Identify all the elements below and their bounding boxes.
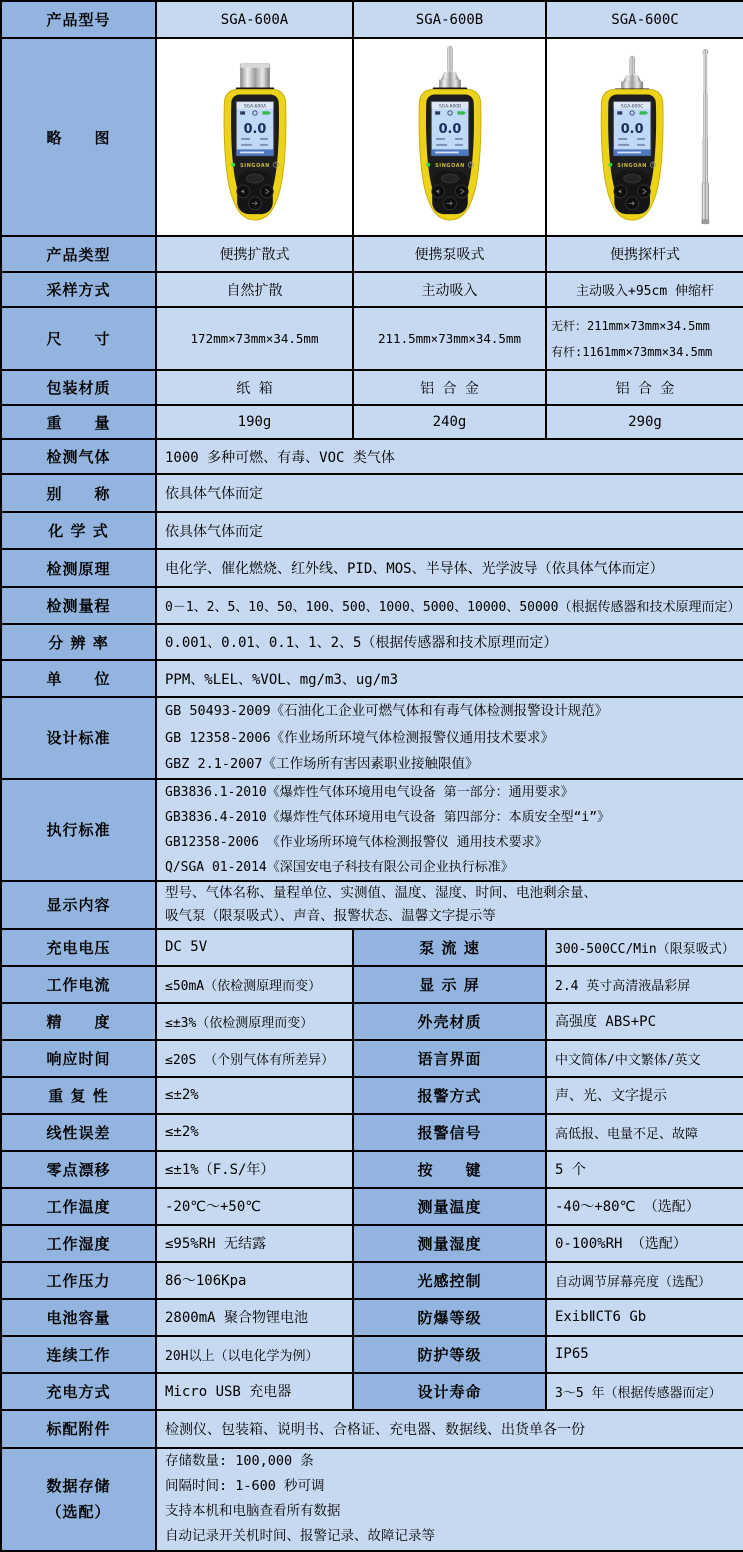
repeatability-value: ≤±2% [156, 1077, 353, 1114]
response-time-value: ≤20S （个别气体有所差异） [156, 1040, 353, 1077]
accuracy-label: 精 度 [1, 1003, 156, 1040]
data-storage-line: 存储数量: 100,000 条 [165, 1453, 314, 1469]
working-pressure-value: 86～106Kpa [156, 1262, 353, 1299]
weight-label: 重 量 [1, 405, 156, 439]
continuous-work-label: 连续工作 [1, 1336, 156, 1373]
product-type-a: 便携扩散式 [156, 236, 353, 272]
row-repeatability [1, 1077, 743, 1114]
weight-a: 190g [156, 405, 353, 439]
working-pressure-label: 工作压力 [1, 1262, 156, 1299]
row-working-temperature [1, 1188, 743, 1225]
battery-icon [457, 111, 464, 114]
pump-flow-value: 300-500CC/Min（限泵吸式） [546, 929, 743, 966]
speaker-icon [240, 111, 245, 114]
formula-value: 依具体气体而定 [156, 512, 743, 549]
packaging-a: 纸 箱 [156, 370, 353, 405]
sampling-b: 主动吸入 [353, 272, 546, 307]
device-screen [236, 101, 274, 155]
device-screen [613, 101, 651, 155]
working-current-value: ≤50mA（依检测原理而变） [156, 966, 353, 1003]
data-storage-value [156, 1448, 743, 1551]
row-working-humidity [1, 1225, 743, 1262]
range-value: 0－1、2、5、10、50、100、500、1000、5000、10000、50000（根据传感器和技术原理而定） [156, 587, 743, 624]
continuous-work-value: 20H以上（以电化学为例） [156, 1336, 353, 1373]
linearity-error-value: ≤±2% [156, 1114, 353, 1151]
brand-text: SINGOAN [617, 163, 648, 170]
gases-label: 检测气体 [1, 439, 156, 474]
display-content-label: 显示内容 [1, 881, 156, 929]
weight-c: 290g [546, 405, 743, 439]
measure-humidity-label: 测量湿度 [353, 1225, 546, 1262]
principle-label: 检测原理 [1, 549, 156, 587]
sampling-c: 主动吸入+95cm 伸缩杆 [546, 272, 743, 307]
packaging-label: 包装材质 [1, 370, 156, 405]
battery-icon [262, 111, 269, 114]
response-time-label: 响应时间 [1, 1040, 156, 1077]
zero-drift-label: 零点漂移 [1, 1151, 156, 1188]
formula-label: 化 学 式 [1, 512, 156, 549]
row-sketch [1, 38, 743, 236]
data-storage-line: 间隔时间: 1-600 秒可调 [165, 1478, 325, 1494]
unit-value: PPM、%LEL、%VOL、mg/m3、ug/m3 [156, 660, 743, 697]
sampling-a: 自然扩散 [156, 272, 353, 307]
row-zero-drift [1, 1151, 743, 1188]
design-standard-value [156, 697, 743, 779]
power-led [426, 163, 430, 167]
sampling-label: 采样方式 [1, 272, 156, 307]
sketch-row-label: 略 图 [1, 38, 156, 236]
pump-flow-label: 泵 流 速 [353, 929, 546, 966]
display-screen-label: 显 示 屏 [353, 966, 546, 1003]
dimensions-label: 尺 寸 [1, 307, 156, 370]
display-content-value [156, 881, 743, 929]
right-button [260, 185, 273, 198]
protection-rating-value: IP65 [546, 1336, 743, 1373]
execution-standard-value [156, 779, 743, 881]
row-weight [1, 405, 743, 439]
packaging-b: 铝 合 金 [353, 370, 546, 405]
alarm-signal-label: 报警信号 [353, 1114, 546, 1151]
product-image-cell-b [353, 38, 546, 236]
battery-capacity-label: 电池容量 [1, 1299, 156, 1336]
working-humidity-label: 工作湿度 [1, 1225, 156, 1262]
alarm-mode-value: 声、光、文字提示 [546, 1077, 743, 1114]
execution-standard-line: Q/SGA 01-2014《深国安电子科技有限公司企业执行标准》 [165, 859, 514, 875]
gases-value: 1000 多种可燃、有毒、VOC 类气体 [156, 439, 743, 474]
telescopic-rod-icon [701, 49, 709, 224]
product-image-cell-c [546, 38, 743, 236]
row-detection-range [1, 587, 743, 624]
row-continuous-work [1, 1336, 743, 1373]
row-dimensions [1, 307, 743, 370]
product-image-cell-a [156, 38, 353, 236]
measure-temperature-label: 测量温度 [353, 1188, 546, 1225]
row-response-time [1, 1040, 743, 1077]
execution-standard-line: GB3836.4-2010《爆炸性气体环境用电气设备 第四部分：本质安全型“i”》 [165, 809, 611, 825]
row-accessories [1, 1410, 743, 1448]
alias-value: 依具体气体而定 [156, 474, 743, 512]
screen-title: SGA-600A [243, 104, 266, 110]
accuracy-value: ≤±3%（依检测原理而变） [156, 1003, 353, 1040]
execution-standard-line: GB12358-2006 《作业场所环境气体检测报警仪 通用技术要求》 [165, 834, 548, 850]
alias-label: 别 称 [1, 474, 156, 512]
row-product-type [1, 236, 743, 272]
data-storage-line: 自动记录开关机时间、报警记录、故障记录等 [165, 1528, 435, 1544]
design-standard-line: GBZ 2.1-2007《工作场所有害因素职业接触限值》 [165, 756, 479, 772]
working-temperature-value: -20℃～+50℃ [156, 1188, 353, 1225]
light-sensor-label: 光感控制 [353, 1262, 546, 1299]
alarm-mode-label: 报警方式 [353, 1077, 546, 1114]
dimensions-c-line1: 无杆：211mm×73mm×34.5mm [551, 318, 710, 333]
dimensions-c [546, 307, 743, 370]
screen-reading: 0.0 [243, 122, 266, 138]
row-linearity-error [1, 1114, 743, 1151]
zero-drift-value: ≤±1%（F.S/年） [156, 1151, 353, 1188]
row-model [1, 1, 743, 38]
working-humidity-value: ≤95%RH 无结露 [156, 1225, 353, 1262]
row-charging-method [1, 1373, 743, 1410]
light-sensor-value: 自动调节屏幕亮度（选配） [546, 1262, 743, 1299]
buttons-label: 按 键 [353, 1151, 546, 1188]
design-standard-label: 设计标准 [1, 697, 156, 779]
pump-probe-icon [439, 46, 461, 90]
row-accuracy [1, 1003, 743, 1040]
execution-standard-label: 执行标准 [1, 779, 156, 881]
device-image-sga-600a [180, 44, 330, 230]
model-c: SGA-600C [546, 1, 743, 38]
row-unit [1, 660, 743, 697]
buttons-value: 5 个 [546, 1151, 743, 1188]
row-data-storage [1, 1448, 743, 1551]
pump-probe-icon [621, 56, 643, 91]
sensor-cap-icon [240, 64, 270, 90]
resolution-value: 0.001、0.01、0.1、1、2、5（根据传感器和技术原理而定） [156, 624, 743, 660]
language-value: 中文简体/中文繁体/英文 [546, 1040, 743, 1077]
battery-icon [640, 111, 647, 114]
display-content-line: 吸气泵（限泵吸式）、声音、报警状态、温馨文字提示等 [165, 907, 496, 924]
resolution-label: 分 辨 率 [1, 624, 156, 660]
screen-reading: 0.0 [438, 122, 461, 138]
housing-material-label: 外壳材质 [353, 1003, 546, 1040]
packaging-c: 铝 合 金 [546, 370, 743, 405]
repeatability-label: 重 复 性 [1, 1077, 156, 1114]
model-row-label: 产品型号 [1, 1, 156, 38]
display-screen-value: 2.4 英寸高清液晶彩屏 [546, 966, 743, 1003]
accessories-value: 检测仪、包装箱、说明书、合格证、充电器、数据线、出货单各一份 [156, 1410, 743, 1448]
button-cluster [614, 171, 651, 215]
row-design-standard [1, 697, 743, 779]
dimensions-b: 211.5mm×73mm×34.5mm [353, 307, 546, 370]
design-life-value: 3～5 年（根据传感器而定） [546, 1373, 743, 1410]
speaker-icon [435, 111, 440, 114]
charging-voltage-label: 充电电压 [1, 929, 156, 966]
unit-label: 单 位 [1, 660, 156, 697]
row-alias [1, 474, 743, 512]
row-execution-standard [1, 779, 743, 881]
menu-button [246, 174, 263, 183]
explosion-proof-label: 防爆等级 [353, 1299, 546, 1336]
row-gases [1, 439, 743, 474]
device-screen [431, 101, 469, 155]
row-chemical-formula [1, 512, 743, 549]
row-charging-voltage [1, 929, 743, 966]
weight-b: 240g [353, 405, 546, 439]
product-type-c: 便携探杆式 [546, 236, 743, 272]
working-current-label: 工作电流 [1, 966, 156, 1003]
device-image-sga-600b [375, 44, 525, 230]
principle-value: 电化学、催化燃烧、红外线、PID、MOS、半导体、光学波导（依具体气体而定） [156, 549, 743, 587]
housing-material-value: 高强度 ABS+PC [546, 1003, 743, 1040]
row-detection-principle [1, 549, 743, 587]
battery-capacity-value: 2800mA 聚合物锂电池 [156, 1299, 353, 1336]
button-cluster [236, 171, 273, 215]
design-life-label: 设计寿命 [353, 1373, 546, 1410]
data-storage-label-line2: （选配） [46, 1503, 111, 1521]
charging-method-label: 充电方式 [1, 1373, 156, 1410]
measure-temperature-value: -40～+80℃ （选配） [546, 1188, 743, 1225]
dimensions-c-line2: 有杆:1161mm×73mm×34.5mm [551, 344, 713, 359]
brand-text: SINGOAN [434, 163, 465, 170]
screen-title: SGA-600B [438, 104, 461, 110]
model-a: SGA-600A [156, 1, 353, 38]
design-standard-line: GB 50493-2009《石油化工企业可燃气体和有毒气体检测报警设计规范》 [165, 703, 609, 719]
protection-rating-label: 防护等级 [353, 1336, 546, 1373]
range-label: 检测量程 [1, 587, 156, 624]
screen-title: SGA-600C [620, 104, 644, 110]
data-storage-label-line1: 数据存储 [46, 1477, 111, 1495]
model-b: SGA-600B [353, 1, 546, 38]
menu-button [624, 174, 641, 183]
explosion-proof-value: ExibⅡCT6 Gb [546, 1299, 743, 1336]
execution-standard-line: GB3836.1-2010《爆炸性气体环境用电气设备 第一部分：通用要求》 [165, 784, 574, 800]
language-label: 语言界面 [353, 1040, 546, 1077]
alarm-signal-value: 高低报、电量不足、故障 [546, 1114, 743, 1151]
device-image-sga-600c [565, 44, 725, 230]
row-working-pressure [1, 1262, 743, 1299]
right-button [455, 185, 468, 198]
data-storage-line: 支持本机和电脑查看所有数据 [165, 1503, 341, 1519]
right-button [638, 185, 651, 198]
charging-voltage-value: DC 5V [156, 929, 353, 966]
charging-method-value: Micro USB 充电器 [156, 1373, 353, 1410]
working-temperature-label: 工作温度 [1, 1188, 156, 1225]
power-led [608, 163, 612, 167]
row-sampling [1, 272, 743, 307]
brand-text: SINGOAN [239, 163, 270, 170]
menu-button [441, 174, 458, 183]
data-storage-label [1, 1448, 156, 1551]
button-cluster [431, 171, 468, 215]
linearity-error-label: 线性误差 [1, 1114, 156, 1151]
screen-reading: 0.0 [620, 122, 644, 138]
accessories-label: 标配附件 [1, 1410, 156, 1448]
dimensions-a: 172mm×73mm×34.5mm [156, 307, 353, 370]
measure-humidity-value: 0-100%RH （选配） [546, 1225, 743, 1262]
speaker-icon [617, 111, 622, 114]
product-type-b: 便携泵吸式 [353, 236, 546, 272]
design-standard-line: GB 12358-2006《作业场所环境气体检测报警仪通用技术要求》 [165, 729, 555, 746]
row-working-current [1, 966, 743, 1003]
row-resolution [1, 624, 743, 660]
row-packaging [1, 370, 743, 405]
display-content-line: 型号、气体名称、量程单位、实测值、温度、湿度、时间、电池剩余量、 [165, 884, 597, 901]
product-type-label: 产品类型 [1, 236, 156, 272]
row-display-content [1, 881, 743, 929]
row-battery-capacity [1, 1299, 743, 1336]
power-led [231, 163, 235, 167]
